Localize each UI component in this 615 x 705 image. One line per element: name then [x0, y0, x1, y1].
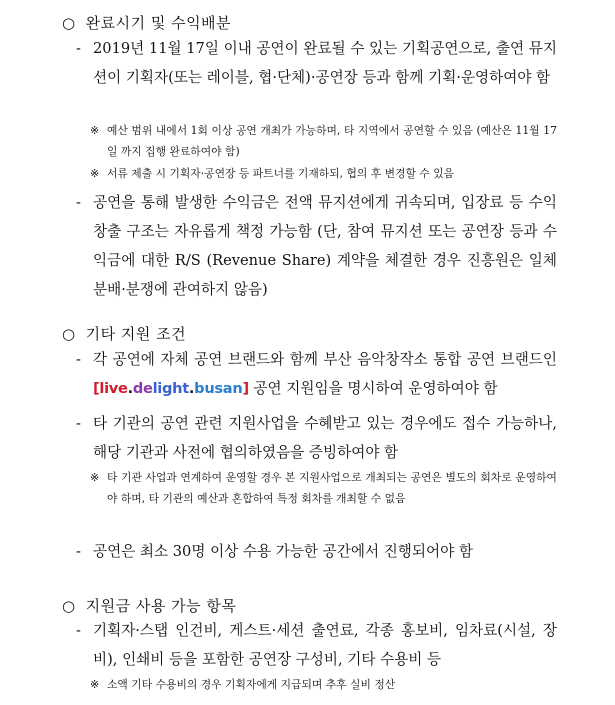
item-text-after: 공연 지원임을 명시하여 운영하여야 함 [253, 380, 498, 397]
live-delight-busan-brand: [live.delight.busan] [93, 380, 249, 397]
dash-bullet: - [76, 415, 81, 432]
reference-mark-icon: ※ [90, 167, 100, 180]
item-text [76, 345, 557, 403]
item-text: 공연을 통해 발생한 수익금은 전액 뮤지션에게 귀속되며, 입장료 등 수익 창출 구조는 자유롭게 책정 가능함 (단, 참여 뮤지션 또는 공연장 등과 수익금에 대한 R/S (Revenue Share) 계약을 체결한 경우 진흥원은 일체 분배·분쟁에 관여하지 않음) [93, 194, 557, 298]
dash-bullet: - [76, 351, 81, 368]
list-item [76, 537, 557, 566]
section-title: 완료시기 및 수익배분 [85, 14, 232, 32]
note-item [90, 120, 557, 162]
dash-bullet: - [76, 194, 81, 211]
section-title: 기타 지원 조건 [85, 325, 187, 343]
item-text-before: 각 공연에 자체 공연 브랜드와 함께 부산 음악창작소 통합 공연 브랜드인 [93, 351, 557, 368]
section-title: 지원금 사용 가능 항목 [85, 597, 237, 615]
dash-bullet: - [76, 543, 81, 560]
item-text: 타 기관의 공연 관련 지원사업을 수혜받고 있는 경우에도 접수 가능하나, 해당 기관과 사전에 협의하였음을 증빙하여야 함 [93, 415, 557, 461]
reference-mark-icon: ※ [90, 471, 100, 484]
circle-bullet-icon: ○ [62, 14, 76, 32]
section-heading-other-conditions [62, 323, 186, 344]
note-text: 타 기관 사업과 연계하여 운영할 경우 본 지원사업으로 개최되는 공연은 별도의 회차로 운영하여야 하며, 타 기관의 예산과 혼합하여 특정 회차를 개최할 수 없음 [107, 471, 557, 505]
dash-bullet: - [76, 622, 81, 639]
note-item [90, 674, 557, 695]
item-text: 2019년 11월 17일 이내 공연이 완료될 수 있는 기획공연으로, 출연 뮤지션이 기획자(또는 레이블, 협·단체)·공연장 등과 함께 기획·운영하여야 함 [93, 40, 557, 86]
reference-mark-icon: ※ [90, 124, 100, 137]
note-item [90, 163, 557, 184]
list-item [76, 34, 557, 92]
circle-bullet-icon: ○ [62, 597, 76, 615]
item-text: 기획자·스탭 인건비, 게스트·세션 출연료, 각종 홍보비, 임차료(시설, 장비), 인쇄비 등을 포함한 공연장 구성비, 기타 수용비 등 [93, 622, 557, 668]
circle-bullet-icon: ○ [62, 325, 76, 343]
reference-mark-icon: ※ [90, 678, 100, 691]
section-heading-completion [62, 12, 231, 33]
item-text: 공연은 최소 30명 이상 수용 가능한 공간에서 진행되어야 함 [93, 543, 473, 560]
section-heading-eligible-expenses [62, 595, 236, 616]
note-text: 예산 범위 내에서 1회 이상 공연 개최가 가능하며, 타 지역에서 공연할 수 있음 (예산은 11월 17일 까지 집행 완료하여야 함) [107, 124, 557, 158]
note-item [90, 467, 557, 509]
dash-bullet: - [76, 40, 81, 57]
list-item [76, 409, 557, 467]
list-item [76, 188, 557, 304]
note-text: 서류 제출 시 기획자·공연장 등 파트너를 기재하되, 협의 후 변경할 수 있음 [107, 167, 455, 180]
list-item [76, 345, 557, 403]
list-item [76, 616, 557, 674]
note-text: 소액 기타 수용비의 경우 기획자에게 지급되며 추후 실비 정산 [107, 678, 396, 691]
